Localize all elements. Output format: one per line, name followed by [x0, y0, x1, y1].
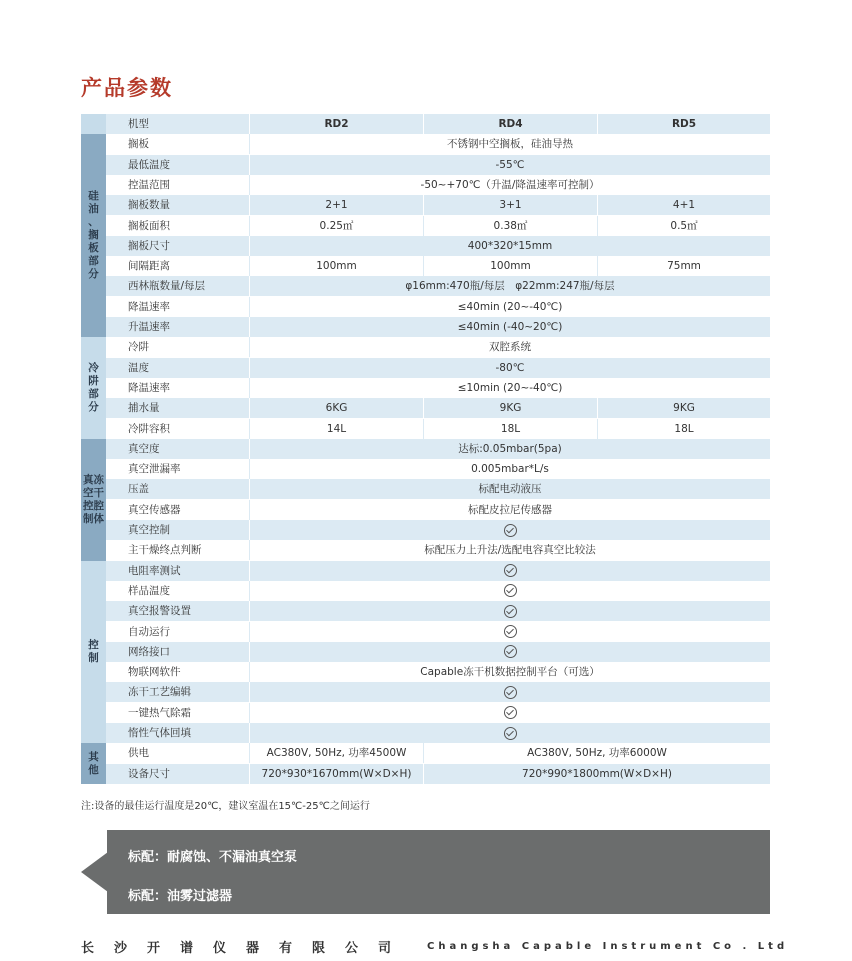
row-value: 3+1 — [423, 195, 597, 215]
row-label: 一键热气除霜 — [128, 706, 191, 719]
row-label: 设备尺寸 — [128, 767, 170, 780]
table-row — [106, 216, 770, 236]
section-label-char: 板 — [88, 242, 99, 255]
check-circle-icon — [249, 703, 770, 723]
row-label: 搁板面积 — [128, 219, 170, 232]
section-label-char: 分 — [88, 268, 99, 281]
row-label: 冻干工艺编辑 — [128, 686, 191, 699]
row-label: 搁板 — [128, 138, 149, 151]
check-circle-icon — [249, 581, 770, 601]
banner-arrow — [81, 852, 108, 892]
row-label: 降温速率 — [128, 300, 170, 313]
check-icon — [504, 645, 517, 658]
row-value: 9KG — [597, 398, 770, 418]
check-circle-icon — [249, 622, 770, 642]
table-row — [106, 378, 770, 398]
check-icon — [504, 524, 517, 537]
table-row — [106, 236, 770, 256]
row-value: 18L — [423, 419, 597, 439]
row-label: 真空控制 — [128, 524, 170, 536]
row-value: 18L — [597, 419, 770, 439]
table-row — [106, 703, 770, 723]
check-icon — [504, 605, 517, 618]
check-circle-icon — [249, 561, 770, 581]
page-title: 产品参数 — [81, 76, 173, 100]
section-label-char: 他 — [88, 763, 99, 776]
banner-line-oil-mist-filter: 标配：油雾过滤器 — [128, 889, 233, 904]
table-row — [106, 419, 770, 439]
check-icon — [504, 706, 517, 719]
section-label-char: 空干 — [83, 486, 104, 499]
row-value: 双腔系统 — [249, 337, 770, 357]
row-label: 电阻率测试 — [128, 564, 181, 577]
check-icon — [504, 625, 517, 638]
section-label-char: 、 — [88, 216, 99, 229]
table-row — [106, 398, 770, 418]
row-value: ≤40min (-40~20℃) — [249, 317, 770, 337]
row-label: 供电 — [128, 747, 149, 760]
row-label: 温度 — [128, 361, 149, 374]
row-value: AC380V, 50Hz, 功率6000W — [423, 743, 770, 763]
row-value: Capable冻干机数据控制平台（可选） — [249, 662, 770, 682]
row-label: 真空泄漏率 — [128, 463, 181, 476]
table-row — [106, 358, 770, 378]
check-circle-icon — [249, 682, 770, 702]
row-label: 间隔距离 — [128, 260, 170, 273]
section-label — [81, 743, 106, 784]
footnote: 注:设备的最佳运行温度是20℃，建议室温在15℃-25℃之间运行 — [81, 801, 370, 812]
row-label: 西林瓶数量/每层 — [128, 280, 206, 293]
row-value: AC380V, 50Hz, 功率4500W — [249, 743, 423, 763]
row-value: 100mm — [249, 256, 423, 276]
section-label-char: 阱 — [88, 375, 99, 388]
table-row — [106, 581, 770, 601]
section-label-char: 控腔 — [83, 499, 104, 512]
table-row — [106, 337, 770, 357]
table-row — [106, 743, 770, 763]
row-label: 物联网软件 — [128, 666, 181, 679]
row-label: 真空度 — [128, 442, 160, 455]
row-value: 400*320*15mm — [249, 236, 770, 256]
row-label: 升温速率 — [128, 321, 170, 333]
company-name-cn: 长沙开谱仪器有限公司 — [81, 941, 412, 956]
row-value: ≤10min (20~-40℃) — [249, 378, 770, 398]
row-label: 冷阱 — [128, 341, 149, 354]
table-row — [106, 622, 770, 642]
header-col-rd5: RD5 — [597, 114, 770, 134]
row-value: 720*990*1800mm(W×D×H) — [423, 764, 770, 784]
row-value: 75mm — [597, 256, 770, 276]
table-row — [106, 500, 770, 520]
section-label-char: 制 — [88, 651, 99, 664]
row-label: 冷阱容积 — [128, 422, 170, 435]
row-label: 压盖 — [128, 483, 149, 496]
check-circle-icon — [249, 520, 770, 540]
row-label: 降温速率 — [128, 381, 170, 394]
table-row — [106, 256, 770, 276]
table-row — [106, 195, 770, 215]
section-label-char: 冷 — [88, 362, 99, 375]
header-corner — [81, 114, 106, 134]
row-label: 真空传感器 — [128, 503, 181, 516]
section-label-char: 硅 — [88, 190, 99, 203]
section-label-char: 其 — [88, 750, 99, 763]
row-value: 0.38㎡ — [423, 216, 597, 236]
row-value: 6KG — [249, 398, 423, 418]
section-label-char: 制体 — [83, 512, 104, 525]
row-value: -80℃ — [249, 358, 770, 378]
table-row — [106, 520, 770, 540]
table-row — [106, 479, 770, 499]
table-row — [106, 175, 770, 195]
banner-line-vacuum-pump: 标配：耐腐蚀、不漏油真空泵 — [128, 850, 298, 865]
row-label: 样品温度 — [128, 584, 170, 597]
header-col-rd4: RD4 — [423, 114, 597, 134]
section-label — [81, 561, 106, 744]
table-row — [106, 540, 770, 560]
row-value: 不锈钢中空搁板，硅油导热 — [249, 134, 770, 154]
table-row — [106, 459, 770, 479]
company-name-en: Changsha Capable Instrument Co . Ltd — [427, 941, 789, 952]
table-row — [106, 276, 770, 296]
row-label: 搁板数量 — [128, 199, 170, 212]
table-row — [106, 723, 770, 743]
row-label: 控温范围 — [128, 178, 170, 191]
check-icon — [504, 686, 517, 699]
section-label-char: 控 — [88, 638, 99, 651]
row-label: 自动运行 — [128, 625, 170, 638]
table-row — [106, 682, 770, 702]
section-label — [81, 439, 106, 561]
row-value: -55℃ — [249, 155, 770, 175]
section-label-char: 搁 — [88, 229, 99, 242]
table-row — [106, 134, 770, 154]
check-icon — [504, 564, 517, 577]
row-value: 14L — [249, 419, 423, 439]
header-label: 机型 — [128, 118, 149, 130]
row-label: 网络接口 — [128, 645, 170, 658]
row-value: 标配压力上升法/选配电容真空比较法 — [249, 540, 770, 560]
table-row — [106, 764, 770, 784]
table-header-row — [106, 114, 770, 134]
table-row — [106, 155, 770, 175]
section-label — [81, 134, 106, 337]
section-label-char: 分 — [88, 401, 99, 414]
table-row — [106, 317, 770, 337]
row-value: 0.25㎡ — [249, 216, 423, 236]
row-label: 搁板尺寸 — [128, 239, 170, 252]
table-row — [106, 561, 770, 581]
row-value: 0.005mbar*L/s — [249, 459, 770, 479]
check-circle-icon — [249, 601, 770, 621]
section-label-char: 部 — [88, 255, 99, 268]
table-row — [106, 297, 770, 317]
row-value: φ16mm:470瓶/每层 φ22mm:247瓶/每层 — [249, 276, 770, 296]
row-value: 2+1 — [249, 195, 423, 215]
row-value: 720*930*1670mm(W×D×H) — [249, 764, 423, 784]
row-label: 真空报警设置 — [128, 605, 191, 618]
section-label-char: 部 — [88, 388, 99, 401]
row-label: 最低温度 — [128, 158, 170, 171]
row-value: ≤40min (20~-40℃) — [249, 297, 770, 317]
table-row — [106, 601, 770, 621]
row-value: 100mm — [423, 256, 597, 276]
table-row — [106, 439, 770, 459]
row-value: 0.5㎡ — [597, 216, 770, 236]
header-col-rd2: RD2 — [249, 114, 423, 134]
check-icon — [504, 727, 517, 740]
section-label-char: 油 — [88, 203, 99, 216]
row-label: 惰性气体回填 — [128, 727, 191, 739]
table-row — [106, 662, 770, 682]
check-icon — [504, 584, 517, 597]
check-circle-icon — [249, 642, 770, 662]
row-value: 9KG — [423, 398, 597, 418]
check-circle-icon — [249, 723, 770, 743]
row-value: 标配皮拉尼传感器 — [249, 500, 770, 520]
row-value: 标配电动液压 — [249, 479, 770, 499]
row-label: 主干燥终点判断 — [128, 544, 202, 557]
table-row — [106, 642, 770, 662]
row-value: 4+1 — [597, 195, 770, 215]
section-label — [81, 337, 106, 439]
row-value: 达标:0.05mbar(5pa) — [249, 439, 770, 459]
section-label-char: 真冻 — [83, 473, 104, 486]
row-label: 捕水量 — [128, 402, 160, 415]
row-value: -50~+70℃（升温/降温速率可控制） — [249, 175, 770, 195]
